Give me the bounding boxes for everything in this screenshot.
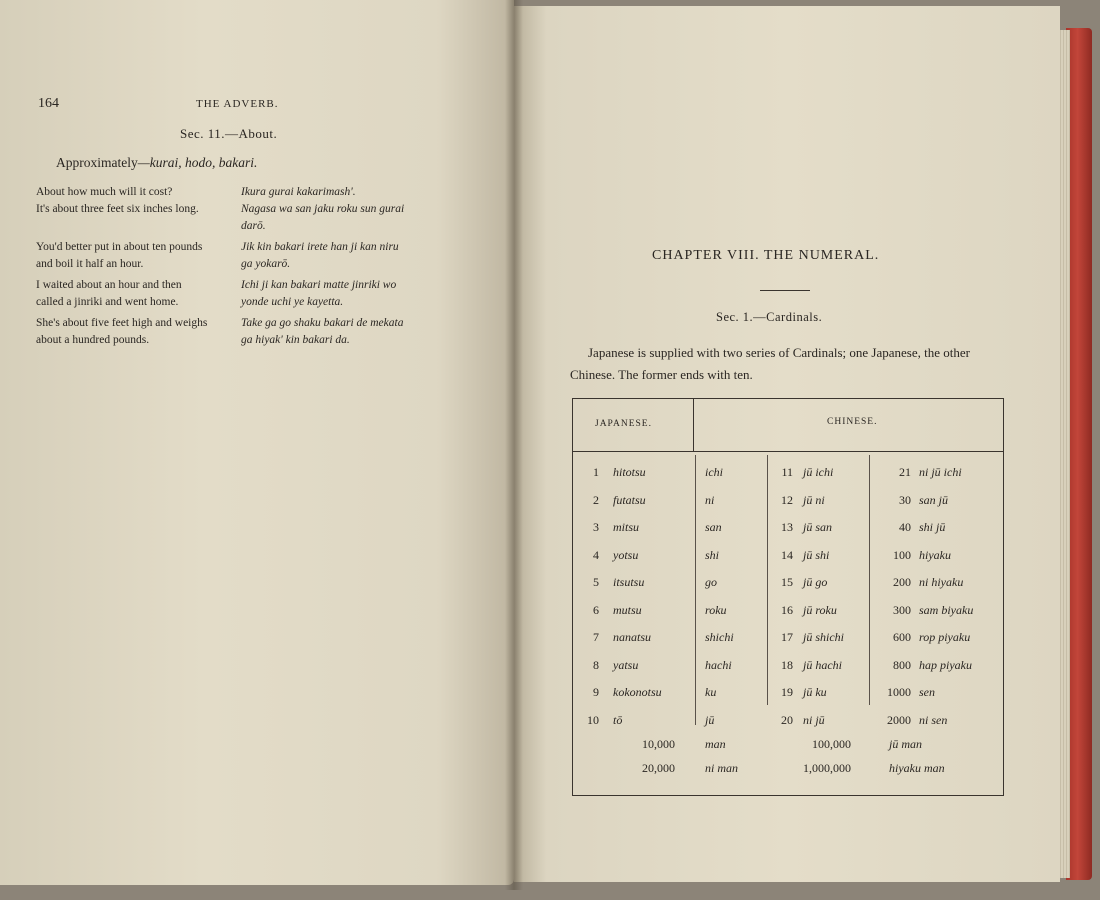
japanese-number: 8 bbox=[593, 657, 599, 672]
large-word: hiyaku man bbox=[889, 761, 945, 775]
japanese-word: mitsu bbox=[613, 520, 640, 534]
chinese-teen-word: jū shi bbox=[803, 547, 830, 562]
chinese-teen-word: jū hachi bbox=[803, 657, 842, 672]
example-row bbox=[36, 332, 456, 349]
section-heading-about: Sec. 11.—About. bbox=[180, 126, 278, 141]
left-page-header bbox=[38, 96, 468, 116]
japanese-number: 2 bbox=[593, 492, 599, 507]
header-rule bbox=[573, 451, 1003, 452]
chinese-teen-number: 12 bbox=[781, 492, 793, 507]
example-japanese: yonde uchi ye kayetta. bbox=[241, 296, 344, 308]
chinese-unit-word: roku bbox=[705, 602, 727, 617]
example-japanese: darō. bbox=[241, 220, 266, 232]
chinese-unit-word: ku bbox=[705, 685, 717, 699]
example-english: I waited about an hour and then bbox=[36, 279, 182, 291]
chinese-large-word: rop piyaku bbox=[919, 630, 971, 644]
japanese-number: 6 bbox=[593, 602, 599, 617]
chinese-teen-word: jū go bbox=[803, 575, 828, 589]
example-english: and boil it half an hour. bbox=[36, 258, 144, 270]
chinese-large-number: 100 bbox=[893, 547, 911, 562]
example-japanese: Nagasa wa san jaku roku sun gurai bbox=[241, 203, 405, 215]
chinese-teen-number: 17 bbox=[781, 630, 793, 644]
example-row bbox=[36, 256, 456, 273]
example-english: It's about three feet six inches long. bbox=[36, 203, 199, 215]
chinese-teen-number: 15 bbox=[781, 575, 793, 589]
example-sentences bbox=[36, 184, 456, 349]
chinese-large-word: sam biyaku bbox=[919, 602, 974, 617]
approximately-line bbox=[56, 155, 257, 171]
chinese-large-word: hiyaku bbox=[919, 547, 951, 562]
header-chinese: CHINESE. bbox=[827, 417, 878, 427]
japanese-word: itsutsu bbox=[613, 575, 645, 589]
chinese-large-number: 30 bbox=[899, 492, 911, 507]
large-word: man bbox=[705, 737, 726, 751]
book-gutter bbox=[505, 0, 523, 890]
running-head: THE ADVERB. bbox=[196, 98, 279, 110]
japanese-number: 5 bbox=[593, 575, 599, 589]
chinese-teen-number: 13 bbox=[781, 520, 793, 534]
example-english: You'd better put in about ten pounds bbox=[36, 241, 203, 253]
chinese-large-number: 21 bbox=[899, 465, 911, 479]
example-english: called a jinriki and went home. bbox=[36, 296, 179, 308]
chinese-large-number: 2000 bbox=[887, 712, 911, 727]
chinese-teen-number: 14 bbox=[781, 547, 793, 562]
column-rule bbox=[695, 455, 696, 725]
japanese-number: 10 bbox=[587, 712, 599, 727]
chinese-large-word: ni jū ichi bbox=[919, 465, 962, 479]
approx-label: Approximately bbox=[56, 155, 138, 170]
chinese-unit-word: shichi bbox=[705, 630, 734, 644]
chinese-large-word: ni sen bbox=[919, 712, 948, 727]
chinese-large-word: sen bbox=[919, 685, 935, 699]
chapter-rule bbox=[760, 290, 810, 291]
japanese-word: futatsu bbox=[613, 492, 646, 507]
example-row bbox=[36, 201, 456, 218]
example-english: About how much will it cost? bbox=[36, 186, 173, 198]
chinese-large-word: san jū bbox=[919, 492, 949, 507]
large-number: 100,000 bbox=[812, 737, 851, 751]
example-japanese: Take ga go shaku bakari de mekata bbox=[241, 317, 404, 329]
example-japanese: ga hiyak' kin bakari da. bbox=[241, 334, 350, 346]
chinese-unit-word: go bbox=[705, 575, 717, 589]
chinese-teen-number: 16 bbox=[781, 602, 793, 617]
example-japanese: Ichi ji kan bakari matte jinriki wo bbox=[241, 279, 397, 291]
large-word: ni man bbox=[705, 761, 738, 775]
example-row bbox=[36, 294, 456, 311]
japanese-word: nanatsu bbox=[613, 630, 652, 644]
example-japanese: Jik kin bakari irete han ji kan niru bbox=[241, 241, 399, 253]
japanese-word: yotsu bbox=[613, 547, 639, 562]
example-row bbox=[36, 315, 456, 332]
chinese-teen-word: jū ni bbox=[803, 492, 825, 507]
chinese-unit-word: ichi bbox=[705, 465, 723, 479]
chinese-unit-word: jū bbox=[705, 712, 715, 727]
japanese-word: kokonotsu bbox=[613, 685, 662, 699]
chinese-teen-word: jū roku bbox=[803, 602, 837, 617]
example-row bbox=[36, 184, 456, 201]
chinese-large-number: 300 bbox=[893, 602, 911, 617]
large-number: 10,000 bbox=[642, 737, 675, 751]
japanese-word: mutsu bbox=[613, 602, 642, 617]
example-row bbox=[36, 277, 456, 294]
example-row bbox=[36, 239, 456, 256]
example-english: about a hundred pounds. bbox=[36, 334, 150, 346]
chinese-large-number: 1000 bbox=[887, 685, 911, 699]
column-rule bbox=[767, 455, 768, 705]
chinese-unit-word: hachi bbox=[705, 657, 732, 672]
chinese-teen-number: 18 bbox=[781, 657, 793, 672]
chinese-teen-word: jū shichi bbox=[803, 630, 844, 644]
section-heading-cardinals: Sec. 1.—Cardinals. bbox=[716, 310, 823, 324]
japanese-number: 1 bbox=[593, 465, 599, 479]
approx-terms: —kurai, hodo, bakari. bbox=[137, 155, 258, 170]
page-number: 164 bbox=[38, 96, 59, 111]
large-word: jū man bbox=[889, 737, 922, 751]
chinese-unit-word: shi bbox=[705, 547, 720, 562]
chinese-large-number: 40 bbox=[899, 520, 911, 534]
chinese-teen-number: 19 bbox=[781, 685, 793, 699]
chinese-large-word: hap piyaku bbox=[919, 657, 972, 672]
example-english bbox=[36, 218, 241, 235]
japanese-word: hitotsu bbox=[613, 465, 646, 479]
left-page bbox=[0, 0, 514, 885]
japanese-word: yatsu bbox=[613, 657, 639, 672]
chinese-large-word: ni hiyaku bbox=[919, 575, 964, 589]
example-row bbox=[36, 218, 456, 235]
japanese-word: tō bbox=[613, 712, 623, 727]
large-number: 20,000 bbox=[642, 761, 675, 775]
column-rule bbox=[869, 455, 870, 705]
japanese-number: 9 bbox=[593, 685, 599, 699]
japanese-number: 4 bbox=[593, 547, 599, 562]
chinese-teen-word: jū san bbox=[803, 520, 833, 534]
header-japanese: JAPANESE. bbox=[595, 419, 652, 429]
chinese-teen-number: 20 bbox=[781, 712, 793, 727]
numeral-table bbox=[572, 398, 1004, 796]
large-number: 1,000,000 bbox=[803, 761, 851, 775]
chinese-teen-word: ni jū bbox=[803, 712, 825, 727]
chinese-large-number: 800 bbox=[893, 657, 911, 672]
japanese-number: 7 bbox=[593, 630, 599, 644]
japanese-number: 3 bbox=[593, 520, 599, 534]
chinese-teen-number: 11 bbox=[781, 465, 793, 479]
example-english: She's about five feet high and weighs bbox=[36, 317, 208, 329]
chapter-title: CHAPTER VIII. THE NUMERAL. bbox=[652, 248, 880, 263]
intro-paragraph: Japanese is supplied with two series of Cardinals; one Japanese, the other Chinese. The former ends with ten. bbox=[570, 345, 970, 382]
example-japanese: Ikura gurai kakarimash'. bbox=[241, 186, 356, 198]
chinese-large-number: 600 bbox=[893, 630, 911, 644]
example-japanese: ga yokarō. bbox=[241, 258, 291, 270]
chinese-large-number: 200 bbox=[893, 575, 911, 589]
chinese-teen-word: jū ku bbox=[803, 685, 827, 699]
chinese-large-word: shi jū bbox=[919, 520, 946, 534]
chinese-teen-word: jū ichi bbox=[803, 465, 834, 479]
chinese-unit-word: ni bbox=[705, 492, 715, 507]
chinese-unit-word: san bbox=[705, 520, 722, 534]
header-divider bbox=[693, 399, 694, 451]
